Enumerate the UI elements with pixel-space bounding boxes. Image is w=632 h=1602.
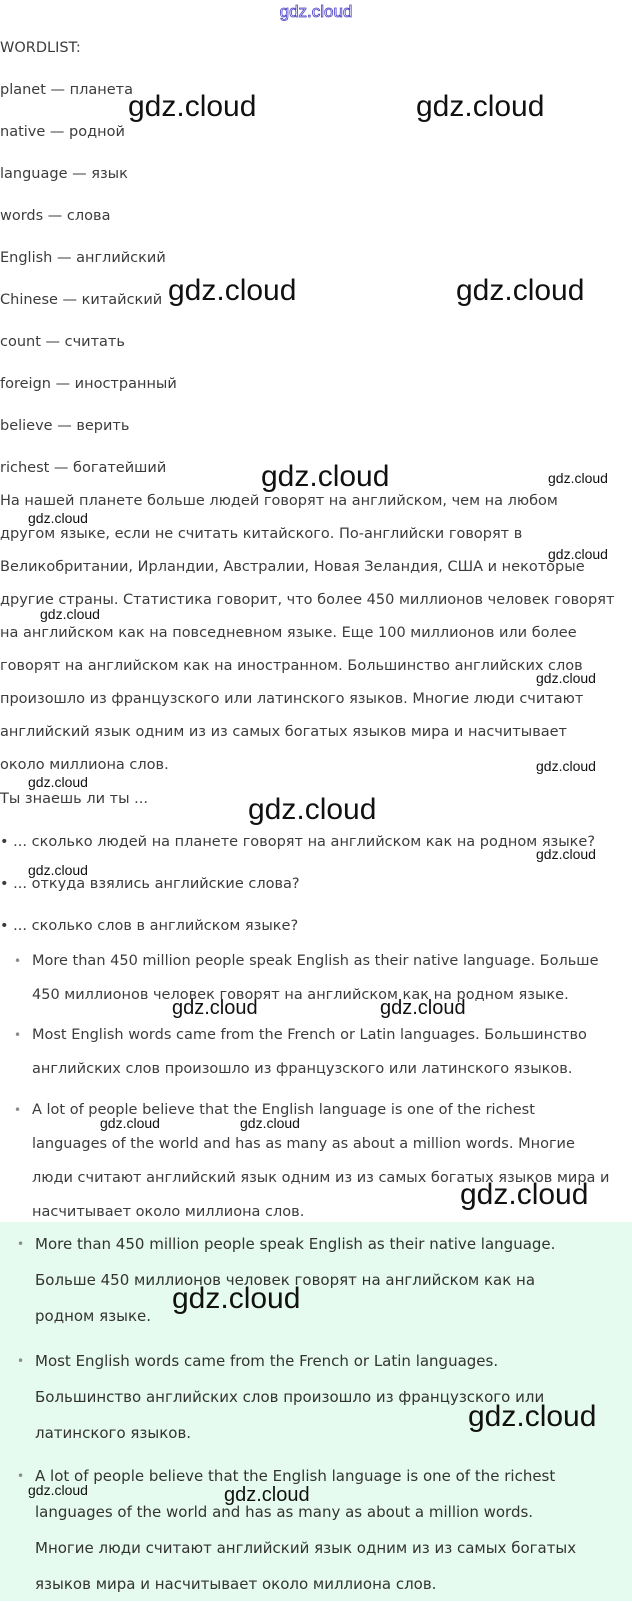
paragraph-line: на английском как на повседневном языке. Еще 100 миллионов или более — [0, 625, 577, 641]
wordlist-item: believe — верить — [0, 418, 130, 434]
answer-line: languages of the world and has as many as about a million words. Многие — [32, 1136, 575, 1152]
answer-line: латинского языков. — [35, 1424, 192, 1442]
answer-line: люди считают английский язык одним из из самых богатых языков мира и — [32, 1170, 610, 1186]
wordlist-item: count — считать — [0, 334, 125, 350]
watermark: gdz.cloud — [548, 546, 608, 562]
answer-line: A lot of people believe that the English language is one of the richest — [35, 1467, 556, 1485]
answer-line: Больше 450 миллионов человек говорят на английском как на — [35, 1271, 536, 1289]
watermark: gdz.cloud — [128, 90, 257, 123]
watermark: gdz.cloud — [100, 1115, 160, 1131]
answer-item — [17, 1343, 625, 1451]
paragraph-line: произошло из французского или латинского языков. Многие люди считают — [0, 691, 584, 707]
bullet-dot-icon: • — [17, 1354, 25, 1368]
watermark: gdz.cloud — [172, 997, 258, 1019]
answer-line: насчитывает около миллиона слов. — [32, 1204, 305, 1220]
paragraph-line: Великобритании, Ирландии, Австралии, Новая Зеландия, США и некоторые — [0, 559, 585, 575]
watermark: gdz.cloud — [261, 460, 390, 493]
wordlist-title: WORDLIST: — [0, 40, 81, 56]
bullet-dot-icon: • — [14, 954, 22, 968]
answer-line: Most English words came from the French or Latin languages. — [35, 1352, 499, 1370]
answer-line: A lot of people believe that the English language is one of the richest — [32, 1102, 535, 1118]
wordlist-item: foreign — иностранный — [0, 376, 177, 392]
paragraph-line: говорят на английском как на иностранном. Большинство английских слов — [0, 658, 583, 674]
paragraph-line: около миллиона слов. — [0, 757, 169, 773]
question-item: • ... сколько слов в английском языке? — [0, 918, 299, 934]
watermark: gdz.cloud — [28, 774, 88, 790]
questions-intro: Ты знаешь ли ты ... — [0, 791, 148, 807]
watermark: gdz.cloud — [28, 1482, 88, 1498]
bullet-dot-icon: • — [17, 1469, 25, 1483]
watermark: gdz.cloud — [40, 606, 100, 622]
watermark: gdz.cloud — [380, 997, 466, 1019]
watermark: gdz.cloud — [536, 670, 596, 686]
bullet-dot-icon: • — [14, 1103, 22, 1117]
watermark: gdz.cloud — [224, 1484, 310, 1506]
answer-line: languages of the world and has as many as about a million words. — [35, 1503, 534, 1521]
watermark: gdz.cloud — [456, 274, 585, 307]
watermark: gdz.cloud — [168, 274, 297, 307]
wordlist-item: words — слова — [0, 208, 111, 224]
wordlist-item: planet — планета — [0, 82, 133, 98]
watermark: gdz.cloud — [468, 1400, 597, 1433]
watermark: gdz.cloud — [28, 510, 88, 526]
answer-line: Многие люди считают английский язык одним из из самых богатых — [35, 1539, 577, 1557]
watermark: gdz.cloud — [240, 1115, 300, 1131]
answer-item — [17, 1458, 625, 1602]
watermark: gdz.cloud — [28, 862, 88, 878]
answer-item — [17, 1226, 625, 1334]
watermark: gdz.cloud — [172, 1282, 301, 1315]
answer-line: английских слов произошло из французского или латинского языков. — [32, 1061, 573, 1077]
header-watermark-logo: gdz.cloud — [279, 2, 353, 21]
watermark: gdz.cloud — [548, 470, 608, 486]
wordlist-item: Chinese — китайский — [0, 292, 163, 308]
answer-line: Большинство английских слов произошло из французского или — [35, 1388, 545, 1406]
question-item: • ... откуда взялись английские слова? — [0, 876, 300, 892]
wordlist-item: native — родной — [0, 124, 125, 140]
bullet-dot-icon: • — [14, 1028, 22, 1042]
answer-line: 450 миллионов человек говорят на английском как на родном языке. — [32, 987, 569, 1003]
paragraph-line: На нашей планете больше людей говорят на английском, чем на любом — [0, 493, 558, 509]
answer-item — [14, 1018, 632, 1086]
question-item: • ... сколько людей на планете говорят на английском как на родном языке? — [0, 834, 596, 850]
wordlist-item: language — язык — [0, 166, 128, 182]
bullet-dot-icon: • — [17, 1237, 25, 1251]
wordlist-item: English — английский — [0, 250, 166, 266]
answer-line: More than 450 million people speak English as their native language. Больше — [32, 953, 599, 969]
watermark: gdz.cloud — [536, 758, 596, 774]
watermark: gdz.cloud — [460, 1178, 589, 1211]
paragraph-line: другом языке, если не считать китайского. По-английски говорят в — [0, 526, 523, 542]
answer-line: языков мира и насчитывает около миллиона слов. — [35, 1575, 437, 1593]
answer-line: родном языке. — [35, 1307, 152, 1325]
watermark: gdz.cloud — [248, 793, 377, 826]
paragraph-line: английский язык одним из из самых богатых языков мира и насчитывает — [0, 724, 567, 740]
answer-item — [14, 944, 632, 1012]
answer-line: More than 450 million people speak English as their native language. — [35, 1235, 556, 1253]
watermark: gdz.cloud — [536, 846, 596, 862]
wordlist-item: richest — богатейший — [0, 460, 167, 476]
paragraph-line: другие страны. Статистика говорит, что более 450 миллионов человек говорят — [0, 592, 615, 608]
answer-line: Most English words came from the French or Latin languages. Большинство — [32, 1027, 587, 1043]
watermark: gdz.cloud — [416, 90, 545, 123]
